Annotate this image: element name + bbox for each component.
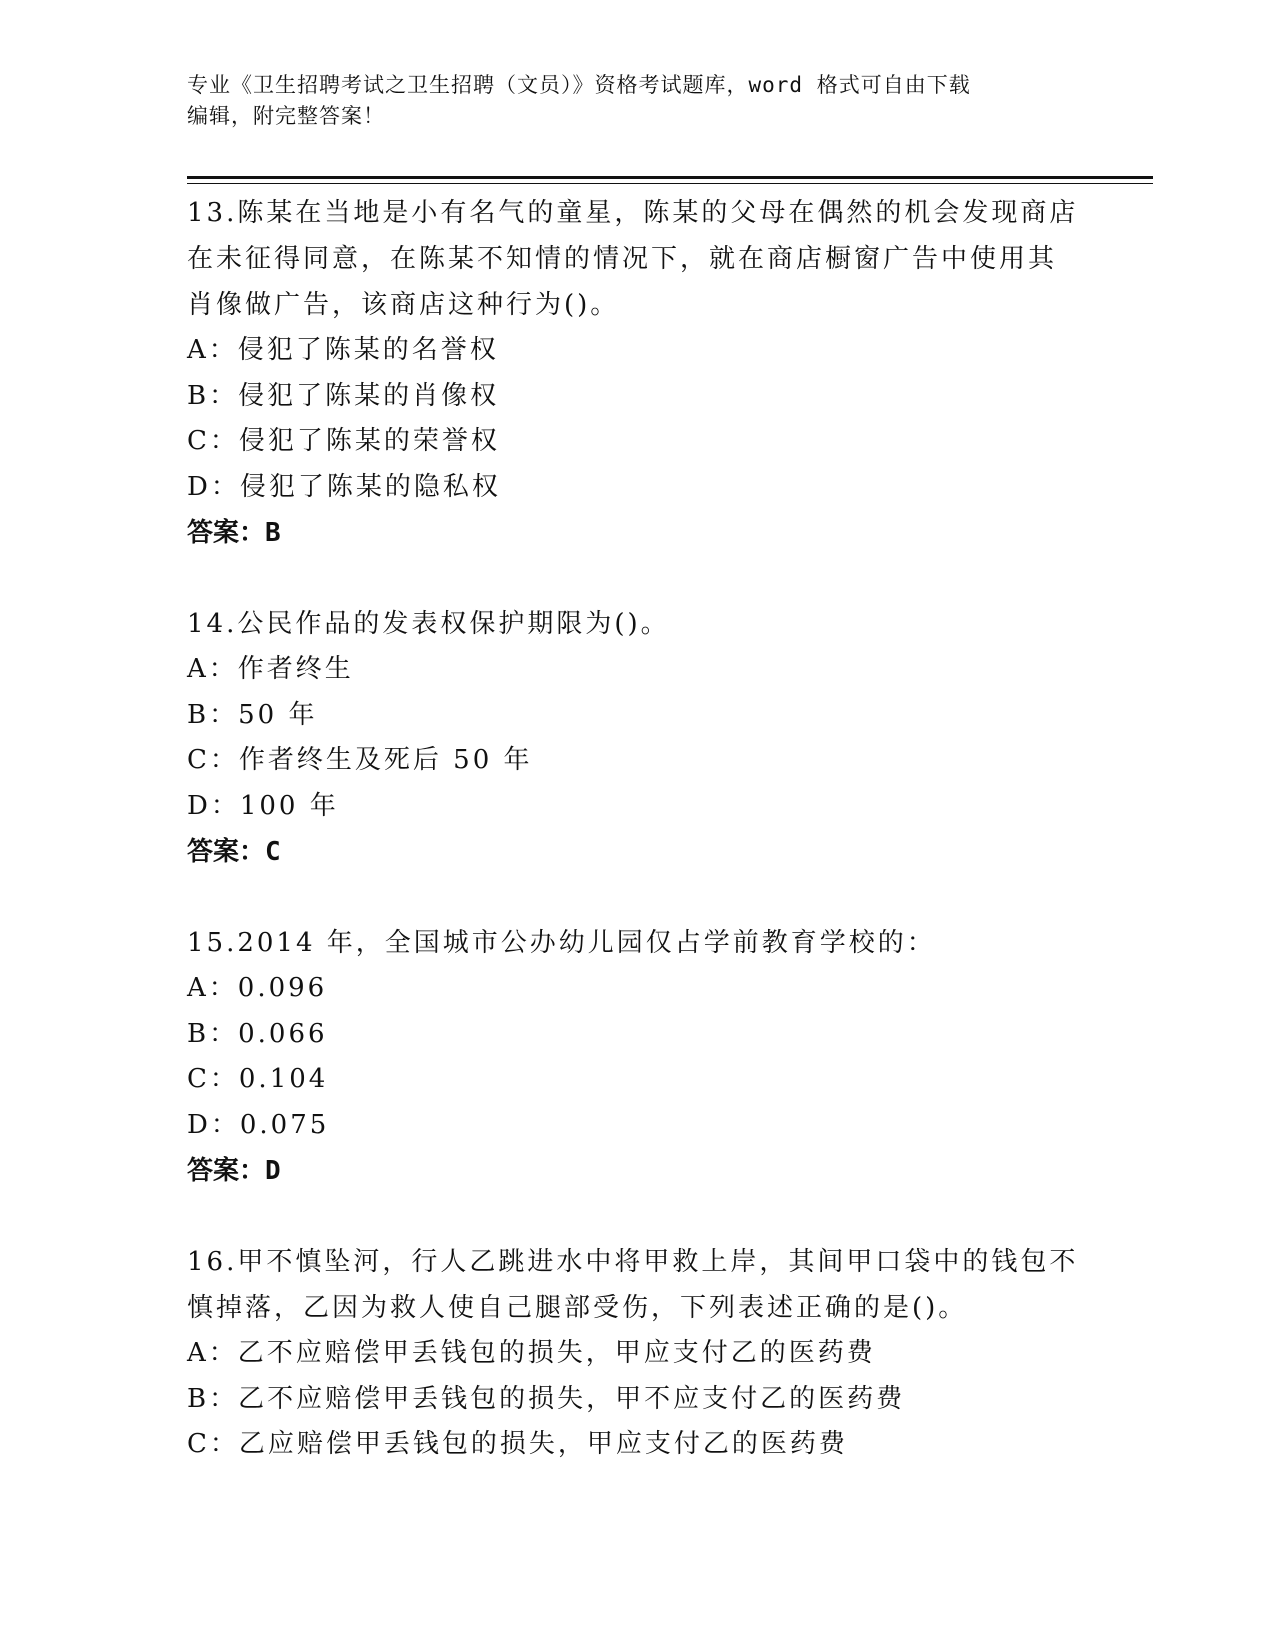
option-b: B：0.066 bbox=[187, 1018, 328, 1049]
stem-line: 慎掉落，乙因为救人使自己腿部受伤，下列表述正确的是()。 bbox=[187, 1293, 968, 1323]
option-b: B：乙不应赔偿甲丢钱包的损失，甲不应支付乙的医药费 bbox=[187, 1383, 906, 1414]
stem-line: 肖像做广告，该商店这种行为()。 bbox=[187, 290, 620, 320]
option-d: D：100 年 bbox=[187, 790, 339, 821]
question-stem bbox=[187, 920, 1087, 966]
option-a: A：作者终生 bbox=[187, 654, 354, 684]
option-a: A：0.096 bbox=[187, 973, 328, 1003]
question-stem bbox=[187, 601, 1087, 647]
stem-line: 13.陈某在当地是小有名气的童星，陈某的父母在偶然的机会发现商店 bbox=[187, 198, 1079, 228]
question-list bbox=[187, 190, 1087, 1513]
option-d: D：侵犯了陈某的隐私权 bbox=[187, 471, 501, 502]
option-a: A：乙不应赔偿甲丢钱包的损失，甲应支付乙的医药费 bbox=[187, 1338, 876, 1368]
header-divider-thick bbox=[187, 176, 1153, 179]
answer-line: 答案：C bbox=[187, 837, 281, 867]
answer-line: 答案：B bbox=[187, 518, 281, 548]
question-15 bbox=[187, 920, 1087, 1194]
header-divider-thin bbox=[187, 183, 1153, 184]
option-c: C：0.104 bbox=[187, 1064, 329, 1094]
stem-line: 16.甲不慎坠河，行人乙跳进水中将甲救上岸，其间甲口袋中的钱包不 bbox=[187, 1247, 1079, 1277]
answer-line: 答案：D bbox=[187, 1156, 281, 1186]
header-line-2: 编辑，附完整答案！ bbox=[187, 104, 385, 128]
question-stem bbox=[187, 1239, 1087, 1331]
stem-line: 14.公民作品的发表权保护期限为()。 bbox=[187, 609, 670, 639]
question-stem bbox=[187, 190, 1087, 328]
option-c: C：作者终生及死后 50 年 bbox=[187, 745, 533, 775]
header-line-1: 专业《卫生招聘考试之卫生招聘（文员）》资格考试题库，word 格式可自由下载 bbox=[187, 73, 971, 97]
option-d: D：0.075 bbox=[187, 1109, 330, 1140]
option-c: C：乙应赔偿甲丢钱包的损失，甲应支付乙的医药费 bbox=[187, 1429, 848, 1459]
option-a: A：侵犯了陈某的名誉权 bbox=[187, 335, 499, 365]
question-13 bbox=[187, 190, 1087, 556]
document-header bbox=[187, 70, 1087, 132]
stem-line: 在未征得同意，在陈某不知情的情况下，就在商店橱窗广告中使用其 bbox=[187, 244, 1058, 274]
question-14 bbox=[187, 601, 1087, 875]
option-b: B：50 年 bbox=[187, 699, 318, 730]
option-c: C：侵犯了陈某的荣誉权 bbox=[187, 426, 500, 456]
stem-line: 15.2014 年，全国城市公办幼儿园仅占学前教育学校的： bbox=[187, 928, 936, 958]
option-b: B：侵犯了陈某的肖像权 bbox=[187, 380, 500, 411]
question-16 bbox=[187, 1239, 1087, 1468]
